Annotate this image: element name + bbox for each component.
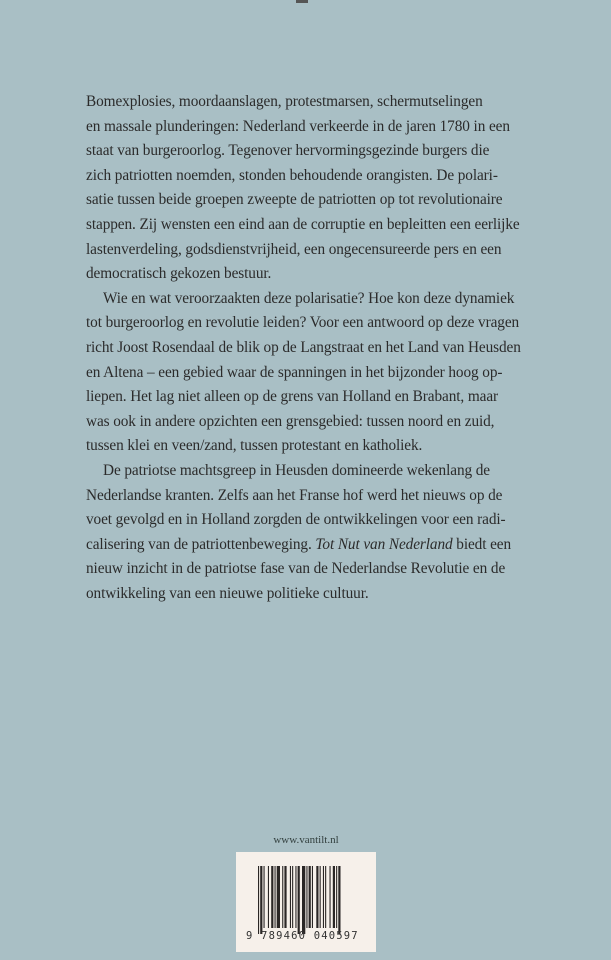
barcode-bar	[312, 866, 313, 928]
barcode-bar	[325, 866, 326, 928]
text-line: zich patriotten noemden, stonden behoudende orangisten. De polari-	[86, 166, 498, 184]
text-line: tussen klei en veen/zand, tussen protestant en katholiek.	[86, 437, 423, 455]
barcode-bar	[336, 866, 337, 928]
top-edge-mark	[296, 0, 308, 3]
barcode-bar	[306, 866, 307, 928]
barcode-bar	[290, 866, 291, 928]
barcode-box	[236, 852, 376, 952]
barcode-bar	[295, 866, 296, 928]
text-line: nieuw inzicht in de patriotse fase van de Nederlandse Revolutie en de	[86, 560, 506, 578]
text-line: en massale plunderingen: Nederland verkeerde in de jaren 1780 in een	[86, 117, 510, 135]
text-line: staat van burgeroorlog. Tegenover hervormingsgezinde burgers die	[86, 142, 490, 160]
barcode-bar	[333, 866, 335, 928]
text-span: biedt een	[452, 535, 512, 553]
blurb-text	[86, 90, 556, 606]
barcode-bar	[271, 866, 273, 928]
text-line: Bomexplosies, moordaanslagen, protestmarsen, schermutselingen	[86, 93, 483, 110]
barcode-bar	[284, 866, 286, 928]
barcode-bar	[323, 866, 324, 928]
book-title: Tot Nut van Nederland	[315, 535, 453, 553]
text-line: liepen. Het lag niet alleen op de grens van Holland en Brabant, maar	[86, 388, 499, 406]
barcode-bar	[309, 866, 311, 928]
publisher-website: www.vantilt.nl	[273, 834, 339, 846]
text-line: ontwikkeling van een nieuwe politieke cultuur.	[86, 584, 369, 602]
text-line: democratisch gekozen bestuur.	[86, 265, 272, 283]
text-line: stappen. Zij wensten een eind aan de corruptie en bepleitten een eerlijke	[86, 215, 520, 233]
text-line: was ook in andere opzichten een grensgebied: tussen noord en zuid,	[86, 412, 495, 430]
barcode-bar	[298, 866, 300, 934]
text-line: tot burgeroorlog en revolutie leiden? Voor een antwoord op deze vragen	[86, 314, 520, 332]
text-span: calisering van de patriottenbeweging.	[86, 535, 316, 553]
text-line: richt Joost Rosendaal de blik op de Langstraat en het Land van Heusden	[86, 338, 521, 356]
barcode-bar	[258, 866, 259, 934]
barcode-bar	[275, 866, 276, 928]
text-line: voet gevolgd en in Holland zorgden de ontwikkelingen voor een radi-	[86, 511, 506, 529]
barcode-bar	[277, 866, 280, 928]
barcode	[258, 866, 366, 934]
text-line: Nederlandse kranten. Zelfs aan het Franse hof werd het nieuws op de	[86, 486, 503, 504]
barcode-bar	[292, 866, 293, 928]
barcode-bar	[338, 866, 340, 934]
barcode-bar	[260, 866, 262, 934]
barcode-bar	[264, 866, 265, 928]
text-line: lastenverdeling, godsdienstvrijheid, een ongecensureerde pers en een	[86, 240, 502, 258]
barcode-bar	[330, 866, 331, 928]
text-line: en Altena – een gebied waar de spanningen in het bijzonder hoog op-	[86, 363, 503, 381]
barcode-bar	[320, 866, 321, 928]
barcode-bar	[268, 866, 269, 928]
text-line: Wie en wat veroorzaakten deze polarisatie? Hoe kon deze dynamiek	[103, 289, 515, 307]
text-line	[86, 533, 556, 558]
text-line: De patriotse machtsgreep in Heusden domineerde wekenlang de	[103, 461, 491, 479]
isbn-number: 9 789460 040597	[246, 930, 359, 942]
barcode-bar	[302, 866, 305, 934]
text-line: satie tussen beide groepen zweepte de patriotten op tot revolutionaire	[86, 191, 503, 209]
barcode-bar	[316, 866, 318, 928]
barcode-bar	[282, 866, 283, 928]
